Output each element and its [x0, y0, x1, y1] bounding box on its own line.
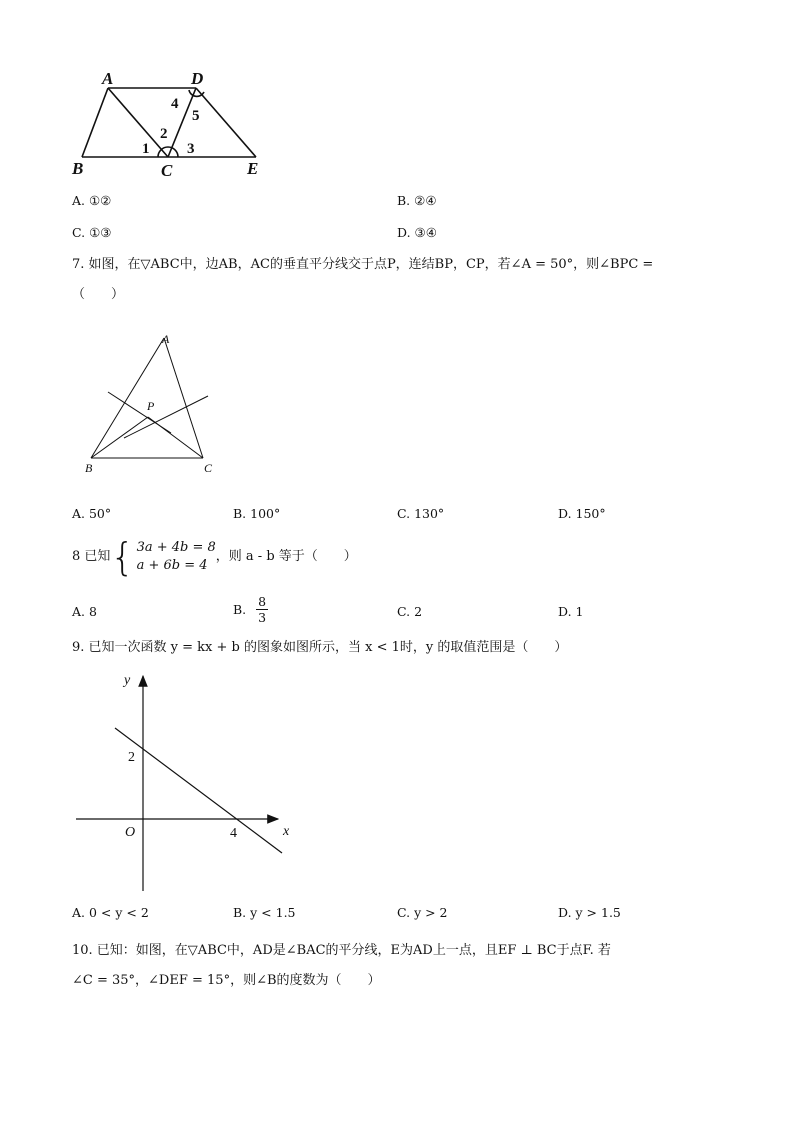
q7-figure — [82, 330, 222, 480]
q8-option-d: D. 1 — [558, 604, 584, 619]
q9-label-4: 4 — [230, 826, 237, 841]
q10-text-line2: ∠C = 35°，∠DEF = 15°，则∠B的度数为（ ） — [72, 973, 381, 988]
q6-label-D: D — [191, 69, 204, 88]
q6-angle-1: 1 — [142, 141, 150, 157]
q7-text-line1: 7. 如图，在▽ABC中，边AB，AC的垂直平分线交于点P，连结BP，CP，若∠A = 50°，则∠BPC = — [72, 257, 654, 272]
q8-option-b — [233, 594, 268, 625]
q6-figure — [70, 70, 270, 180]
q6-angle-2: 2 — [160, 126, 168, 142]
q9-label-x: x — [283, 824, 290, 839]
q8-text — [72, 535, 357, 579]
q9-label-y: y — [124, 673, 131, 688]
q6-label-C: C — [161, 161, 173, 180]
q9-option-c: C. y > 2 — [397, 905, 448, 920]
q6-angle-3: 3 — [187, 141, 195, 157]
q8-option-a: A. 8 — [72, 604, 97, 619]
q9-function-line — [115, 728, 282, 853]
q7-option-d: D. 150° — [558, 506, 606, 521]
q7-label-C: C — [204, 461, 213, 475]
fraction-numerator: 8 — [258, 594, 267, 609]
q6-angle-4: 4 — [171, 96, 179, 112]
fraction-denominator: 3 — [258, 610, 267, 625]
q6-option-a: A. ①② — [72, 193, 112, 208]
q8-option-b-prefix: B. — [233, 602, 247, 617]
q9-option-b: B. y < 1.5 — [233, 905, 296, 920]
q8-equation-system — [110, 535, 216, 579]
q9-graph — [72, 668, 312, 898]
q8-option-c: C. 2 — [397, 604, 423, 619]
q7-label-P: P — [147, 399, 155, 413]
q8-eq2: a + 6b = 4 — [136, 558, 208, 573]
q9-label-origin: O — [125, 825, 136, 840]
q8-suffix: ，则 a - b 等于（ ） — [215, 549, 357, 564]
q6-option-d: D. ③④ — [397, 225, 437, 240]
q9-option-d: D. y > 1.5 — [558, 905, 621, 920]
q6-label-A: A — [102, 69, 114, 88]
brace-icon: { — [110, 535, 135, 579]
q6-option-c: C. ①③ — [72, 225, 112, 240]
q7-label-A: A — [162, 332, 170, 346]
q7-option-b: B. 100° — [233, 506, 281, 521]
q6-label-B: B — [72, 159, 84, 178]
q7-label-B: B — [85, 461, 93, 475]
q9-text: 9. 已知一次函数 y = kx + b 的图象如图所示，当 x < 1时，y 的取值范围是（ ） — [72, 640, 568, 655]
q7-text-line2: （ ） — [72, 287, 125, 302]
q8-eq1: 3a + 4b = 8 — [136, 540, 216, 555]
q6-label-E: E — [247, 159, 259, 178]
q10-text-line1: 10. 已知：如图，在▽ABC中，AD是∠BAC的平分线，E为AD上一点，且EF ⊥ BC于点F. 若 — [72, 943, 611, 958]
q8-prefix: 8 已知 — [72, 549, 111, 564]
q6-angle-5: 5 — [192, 108, 200, 124]
q7-option-c: C. 130° — [397, 506, 445, 521]
q7-option-a: A. 50° — [72, 506, 112, 521]
q9-label-2: 2 — [128, 750, 135, 765]
q9-option-a: A. 0 < y < 2 — [72, 905, 149, 920]
q6-option-b: B. ②④ — [397, 193, 437, 208]
q8-option-b-fraction — [256, 594, 268, 625]
